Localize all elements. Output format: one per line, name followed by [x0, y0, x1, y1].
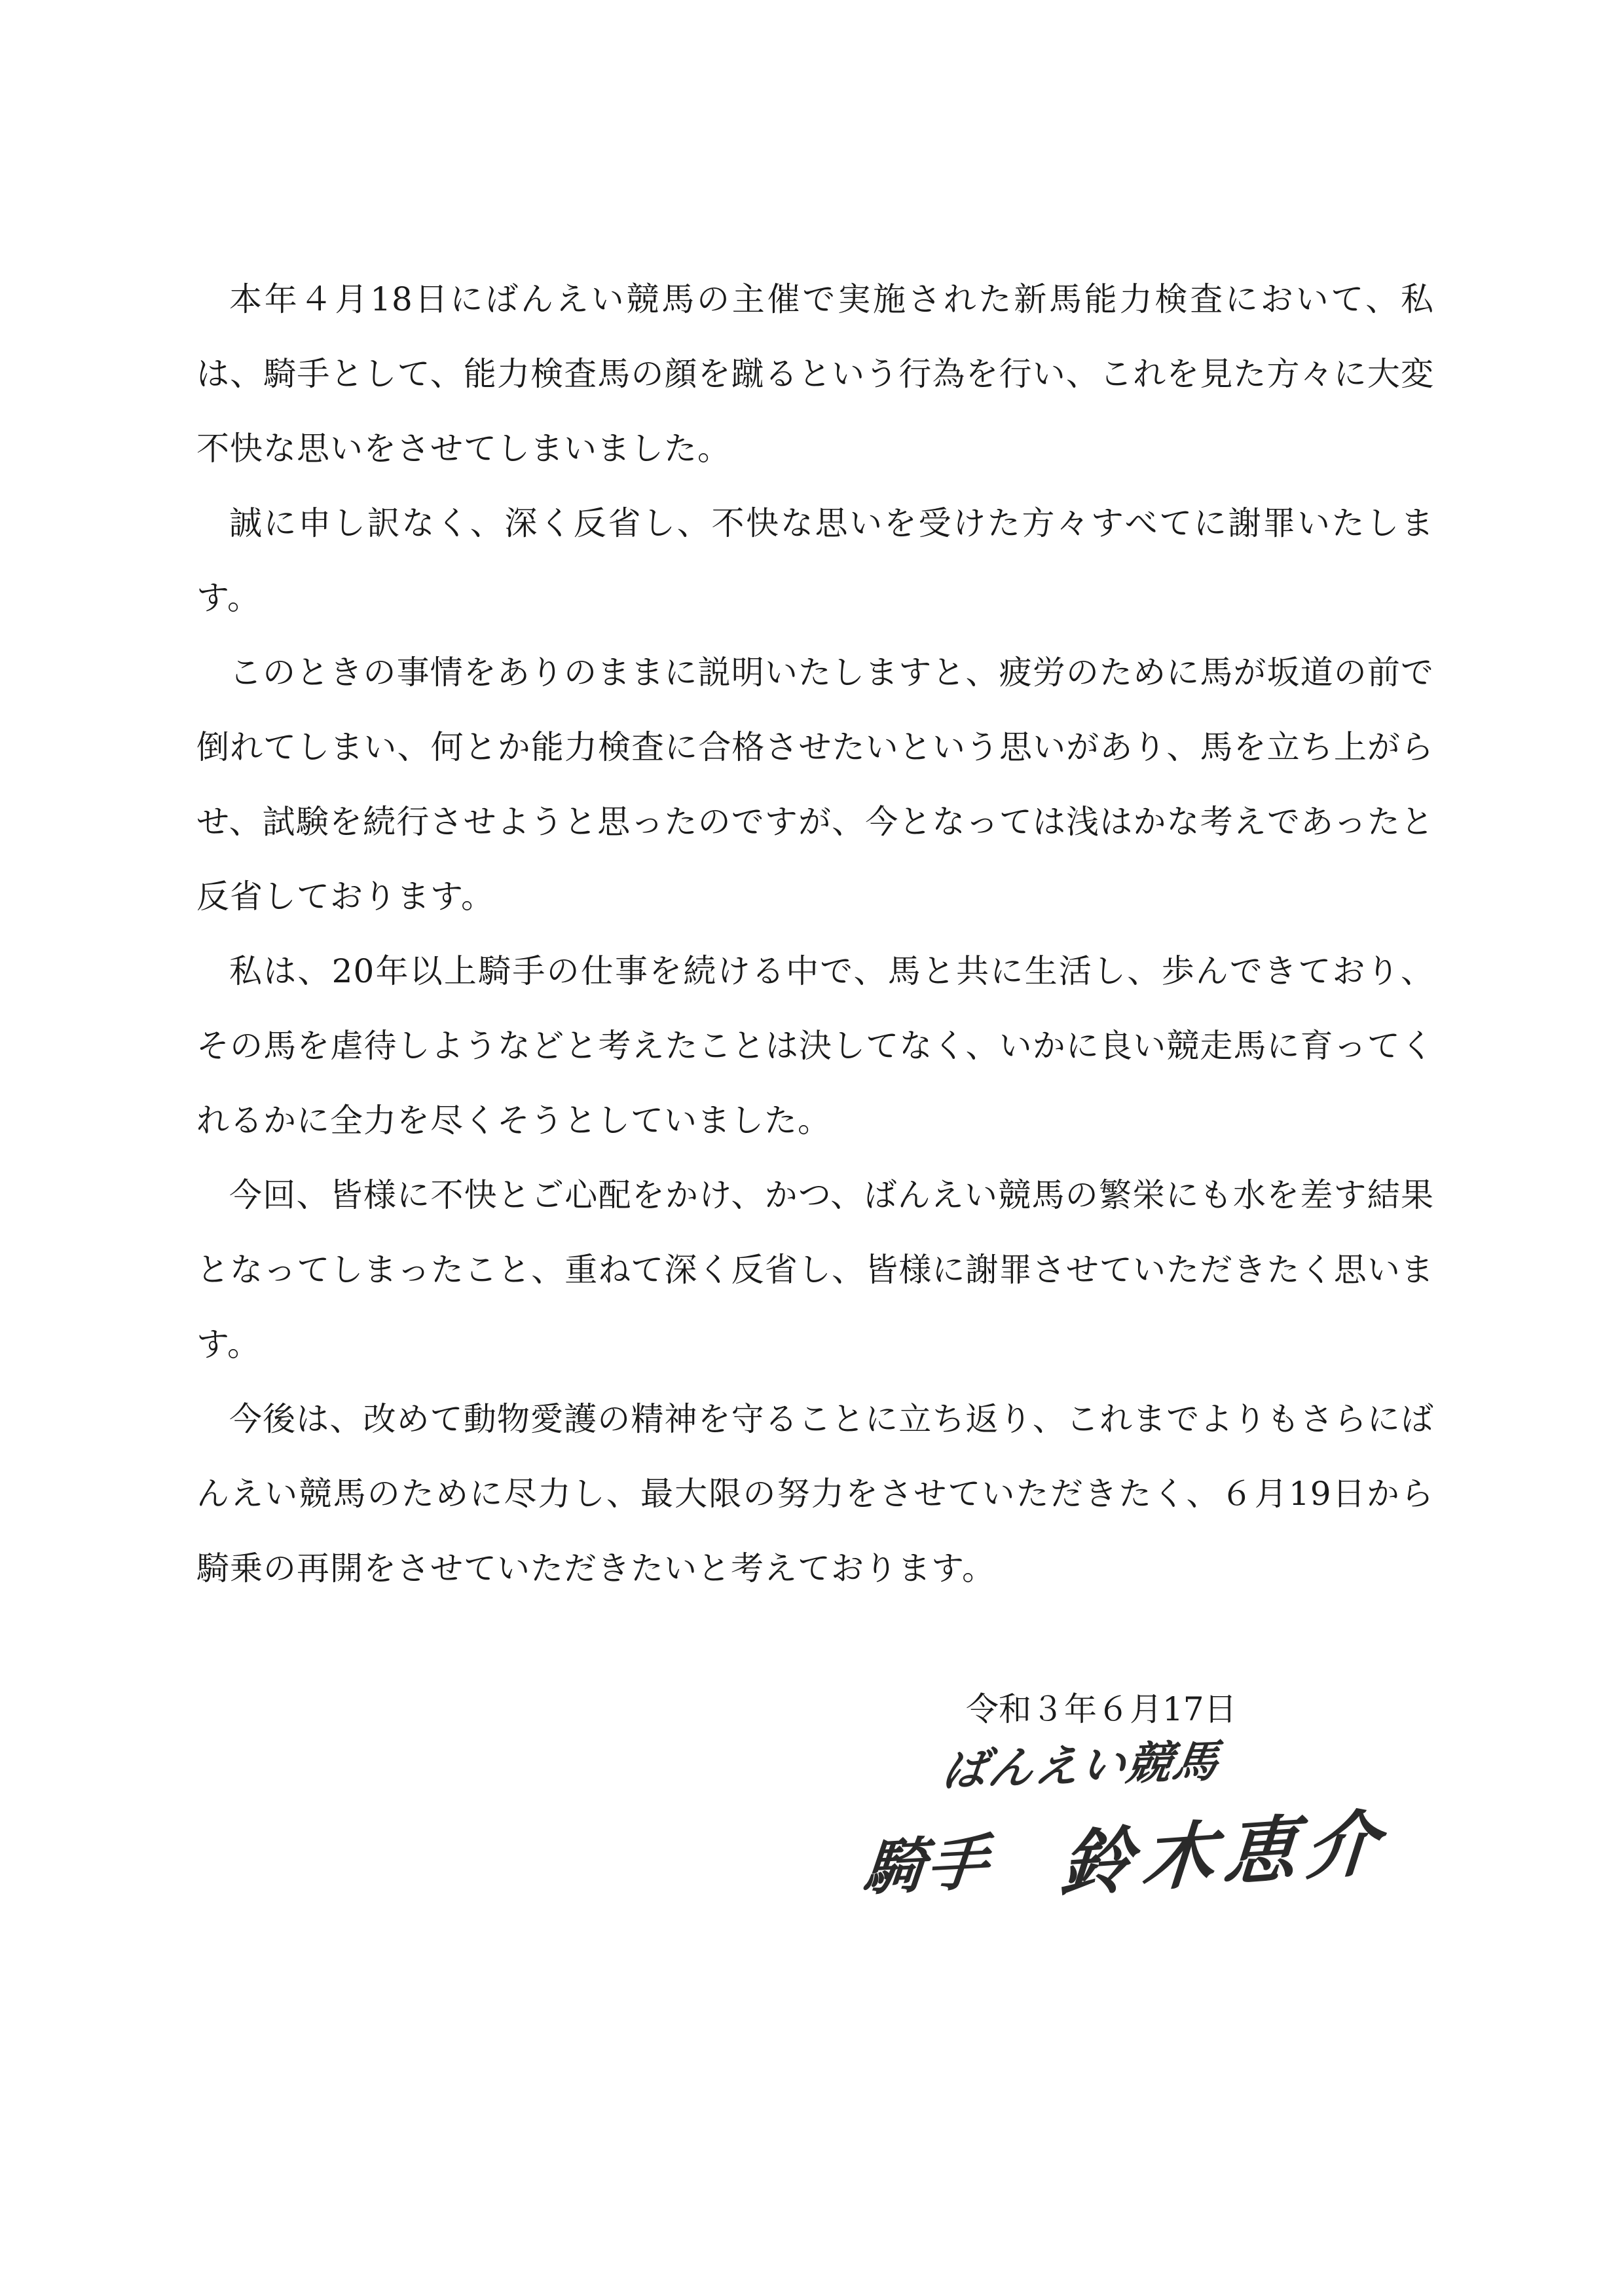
signature-name: 鈴木恵介 [1057, 1800, 1391, 1907]
paragraph-explanation: このときの事情をありのままに説明いたしますと、疲労のために馬が坂道の前で倒れてしまい、何とか能力検査に合格させたいという思いがあり、馬を立ち上がらせ、試験を続行させようと思ったのですが、今となっては浅はかな考えであったと反省しております。 [196, 654, 1434, 916]
paragraph-incident: 本年４月18日にばんえい競馬の主催で実施された新馬能力検査において、私は、騎手として、能力検査馬の顔を蹴るという行為を行い、これを見た方々に大変不快な思いをさせてしまいました。 [196, 280, 1434, 468]
paragraph-apology: 誠に申し訳なく、深く反省し、不快な思いを受けた方々すべてに謝罪いたします。 [196, 504, 1434, 617]
paragraph-resumption: 今後は、改めて動物愛護の精神を守ることに立ち返り、これまでよりもさらにばんえい競馬のために尽力し、最大限の努力をさせていただきたく、６月19日から騎乗の再開をさせていただきたいと考えております。 [196, 1400, 1434, 1587]
signature-organization: ばんえい競馬 [938, 1735, 1223, 1797]
handwritten-signature [860, 1735, 1401, 1932]
signature-role: 騎手 [860, 1827, 994, 1904]
letter-date: 令和３年６月17日 [966, 1690, 1237, 1728]
paragraph-career: 私は、20年以上騎手の仕事を続ける中で、馬と共に生活し、歩んできており、その馬を虐待しようなどと考えたことは決してなく、いかに良い競走馬に育ってくれるかに全力を尽くそうとしていました。 [196, 952, 1434, 1139]
paragraph-regret: 今回、皆様に不快とご心配をかけ、かつ、ばんえい競馬の繁栄にも水を差す結果となってしまったこと、重ねて深く反省し、皆様に謝罪させていただきたく思います。 [196, 1176, 1434, 1363]
letter-body [196, 262, 1434, 1606]
